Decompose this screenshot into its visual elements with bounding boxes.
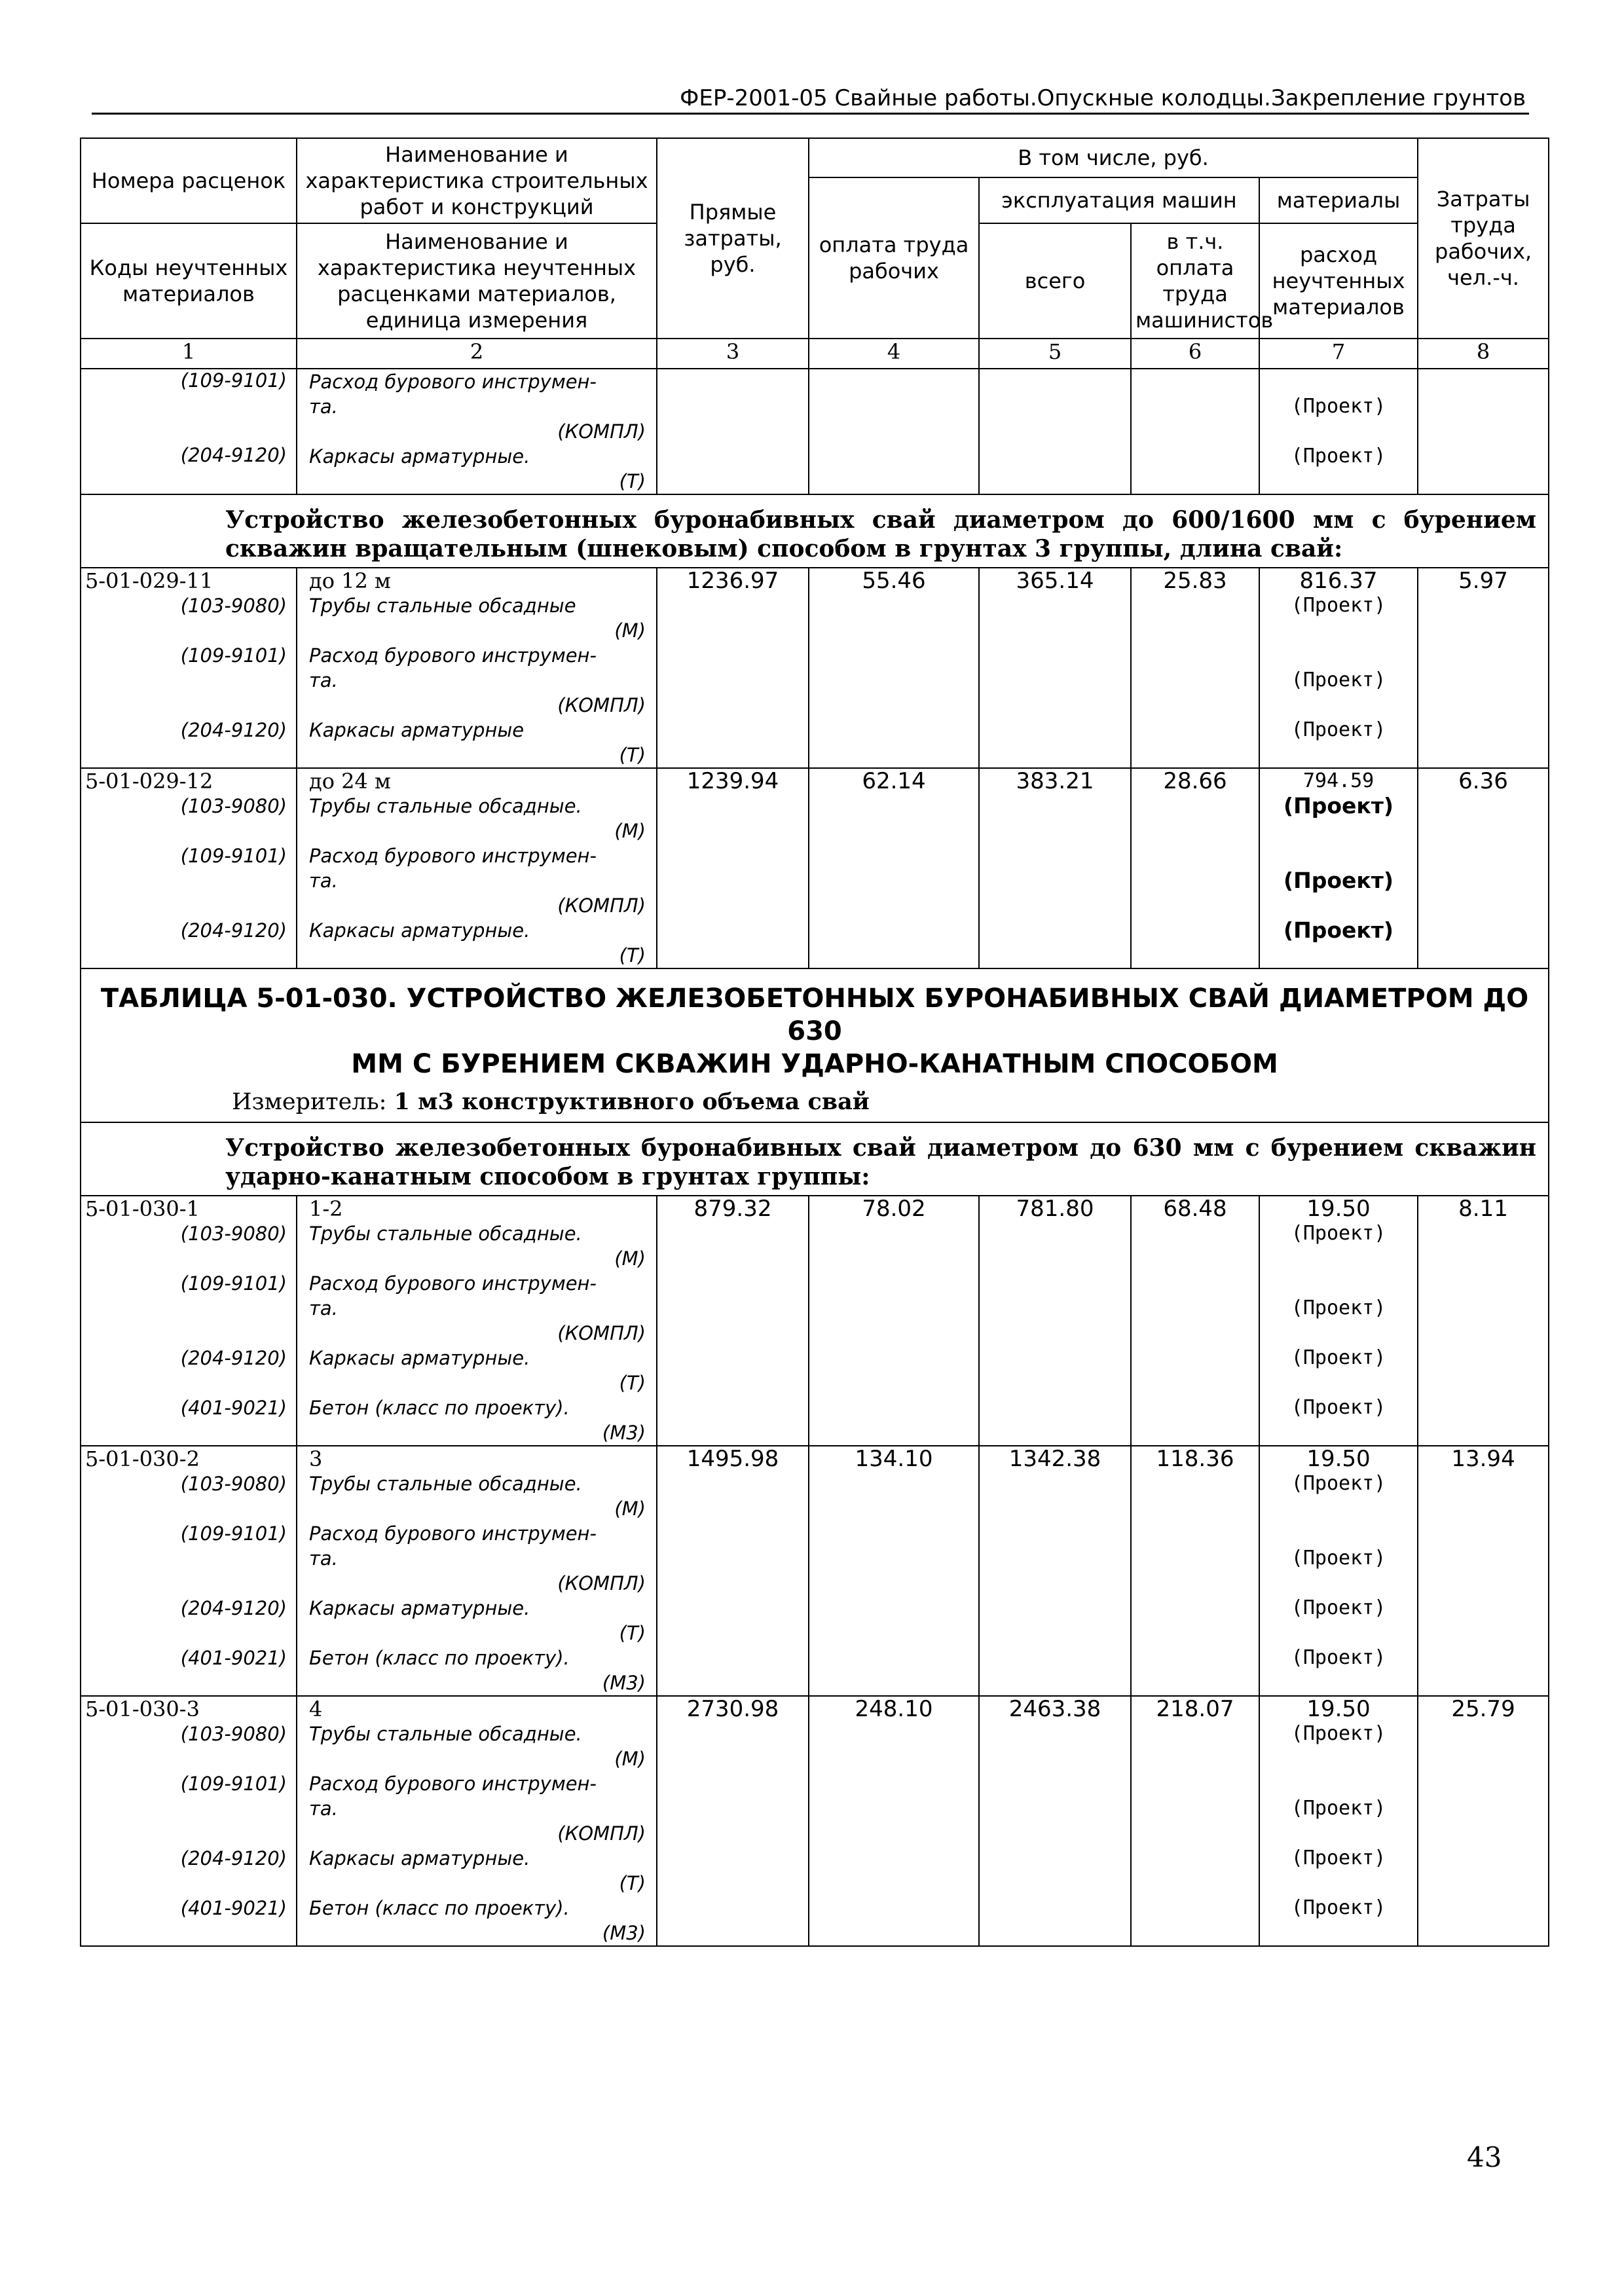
material-code: (109-9101) — [180, 1272, 287, 1295]
material-code: (401-9021) — [180, 1897, 287, 1919]
material-unit: (КОМПЛ) — [557, 1572, 646, 1594]
rate-code: 5-01-030-3 — [85, 1697, 200, 1721]
material-name: Каркасы арматурные. — [309, 1347, 530, 1369]
material-code: (109-9101) — [180, 1773, 287, 1795]
labor-hours-value: 13.94 — [1418, 1446, 1549, 1696]
column-number: 6 — [1131, 339, 1259, 369]
rate-names-cell — [297, 1696, 657, 1946]
column-number: 3 — [657, 339, 809, 369]
material-unit: (Т) — [619, 744, 646, 766]
material-unit: (Т) — [619, 1622, 646, 1644]
material-code: (204-9120) — [180, 1847, 287, 1869]
col-machines-total-header: всего — [979, 223, 1131, 339]
machinist-pay-value: 28.66 — [1131, 768, 1259, 968]
material-values-cell — [1259, 1196, 1418, 1446]
rate-name: 4 — [309, 1697, 323, 1721]
col-machines-header: эксплуатация машин — [979, 177, 1259, 223]
labor-hours-value: 6.36 — [1418, 768, 1549, 968]
material-code: (204-9120) — [180, 719, 287, 741]
material-unit: (М) — [614, 1498, 646, 1520]
page-number: 43 — [1467, 2141, 1502, 2173]
column-number: 1 — [81, 339, 297, 369]
material-name: та. — [309, 870, 338, 892]
material-code: (204-9120) — [180, 919, 287, 942]
material-name: та. — [309, 669, 338, 691]
material-code: (109-9101) — [180, 369, 287, 392]
machines-total-value: 2463.38 — [979, 1696, 1131, 1946]
material-name: Трубы стальные обсадные. — [309, 1473, 582, 1495]
material-unit: (М) — [614, 1748, 646, 1770]
col-worker-pay-header: оплата труда рабочих — [809, 177, 979, 339]
material-value: (Проект) — [1283, 868, 1393, 893]
table-row — [81, 1696, 1549, 1946]
materials-value: 19.50 — [1306, 1446, 1371, 1471]
column-number: 2 — [297, 339, 657, 369]
material-value: (Проект) — [1291, 669, 1386, 691]
material-code: (103-9080) — [180, 1473, 287, 1495]
rate-codes-cell — [81, 768, 297, 968]
material-name: Трубы стальные обсадные. — [309, 1223, 582, 1245]
machinist-pay-value: 118.36 — [1131, 1446, 1259, 1696]
material-name: Трубы стальные обсадные. — [309, 1723, 582, 1745]
measure-label: Измеритель: — [232, 1089, 387, 1115]
materials-value: 816.37 — [1299, 568, 1378, 593]
table-title-line: ММ С БУРЕНИЕМ СКВАЖИН УДАРНО-КАНАТНЫМ СПОСОБОМ — [351, 1049, 1278, 1079]
material-name: Расход бурового инструмен- — [309, 371, 597, 393]
direct-costs-value: 1236.97 — [657, 568, 809, 768]
direct-costs-value: 2730.98 — [657, 1696, 809, 1946]
material-values-cell — [1259, 768, 1418, 968]
worker-pay-value: 248.10 — [809, 1696, 979, 1946]
material-unit: (М3) — [602, 1422, 646, 1444]
material-unit: (М) — [614, 619, 646, 642]
material-value: (Проект) — [1291, 445, 1386, 468]
material-value: (Проект) — [1291, 1472, 1386, 1495]
material-value: (Проект) — [1291, 1297, 1386, 1319]
material-name: Расход бурового инструмен- — [309, 644, 597, 667]
header-rule — [92, 113, 1529, 115]
worker-pay-value: 78.02 — [809, 1196, 979, 1446]
measure-unit — [81, 1084, 1549, 1122]
material-value: (Проект) — [1291, 1646, 1386, 1669]
material-value: (Проект) — [1291, 718, 1386, 741]
material-value: (Проект) — [1291, 1596, 1386, 1619]
column-numbers-row — [81, 339, 1549, 369]
material-value: (Проект) — [1291, 1396, 1386, 1419]
material-value: (Проект) — [1291, 1896, 1386, 1919]
worker-pay-value: 55.46 — [809, 568, 979, 768]
labor-hours-value: 8.11 — [1418, 1196, 1549, 1446]
material-name: Трубы стальные обсадные — [309, 595, 576, 617]
material-code: (204-9120) — [180, 1597, 287, 1619]
rate-codes-cell — [81, 1196, 297, 1446]
material-unit: (М) — [614, 820, 646, 842]
table-title — [81, 968, 1549, 1084]
rate-name: до 24 м — [309, 769, 391, 794]
column-number: 8 — [1418, 339, 1549, 369]
material-name: Трубы стальные обсадные. — [309, 795, 582, 817]
material-unit: (Т) — [619, 1872, 646, 1894]
material-names-cell — [297, 369, 657, 494]
material-values-cell — [1259, 1696, 1418, 1946]
col-labor-hours-header: Затраты труда рабочих, чел.-ч. — [1418, 138, 1549, 339]
material-unit: (КОМПЛ) — [557, 1322, 646, 1344]
rate-codes-cell — [81, 1446, 297, 1696]
material-name: Каркасы арматурные. — [309, 1847, 530, 1869]
material-unit: (КОМПЛ) — [557, 420, 646, 443]
material-value: (Проект) — [1291, 1547, 1386, 1570]
material-code: (401-9021) — [180, 1397, 287, 1419]
material-name: Расход бурового инструмен- — [309, 845, 597, 867]
material-code: (109-9101) — [180, 644, 287, 667]
machines-total-value: 383.21 — [979, 768, 1131, 968]
material-unit: (М3) — [602, 1922, 646, 1944]
col-rate-number-header: Номера расценок — [81, 138, 297, 223]
material-value: (Проект) — [1291, 1797, 1386, 1820]
material-code: (401-9021) — [180, 1647, 287, 1669]
col-machinist-pay-header: в т.ч. оплата труда машинистов — [1131, 223, 1259, 339]
material-name: Бетон (класс по проекту). — [309, 1897, 570, 1919]
material-name: Каркасы арматурные — [309, 719, 525, 741]
material-values-cell — [1259, 1446, 1418, 1696]
material-code: (204-9120) — [180, 1347, 287, 1369]
column-number: 4 — [809, 339, 979, 369]
material-name: Расход бурового инструмен- — [309, 1522, 597, 1545]
material-value: (Проект) — [1291, 594, 1386, 617]
material-name: та. — [309, 1297, 338, 1319]
material-name: та. — [309, 1547, 338, 1570]
col-materials-header: материалы — [1259, 177, 1418, 223]
rate-codes-cell — [81, 568, 297, 768]
table-row — [81, 369, 1549, 494]
material-values-cell — [1259, 369, 1418, 494]
labor-hours-value: 5.97 — [1418, 568, 1549, 768]
material-value: (Проект) — [1283, 918, 1393, 943]
material-values-cell — [1259, 568, 1418, 768]
material-code: (103-9080) — [180, 1223, 287, 1245]
rate-code: 5-01-030-1 — [85, 1196, 200, 1221]
material-name: та. — [309, 1797, 338, 1820]
worker-pay-value: 134.10 — [809, 1446, 979, 1696]
rate-names-cell — [297, 768, 657, 968]
table-row — [81, 1196, 1549, 1446]
rate-code: 5-01-029-11 — [85, 568, 213, 593]
table-row — [81, 568, 1549, 768]
rate-name: до 12 м — [309, 568, 391, 593]
direct-costs-value: 1239.94 — [657, 768, 809, 968]
material-name: Бетон (класс по проекту). — [309, 1647, 570, 1669]
rate-codes-cell — [81, 1696, 297, 1946]
rate-names-cell — [297, 568, 657, 768]
material-code: (103-9080) — [180, 1723, 287, 1745]
rate-name: 1-2 — [309, 1196, 343, 1221]
col-including-header: В том числе, руб. — [809, 138, 1418, 177]
page-header: ФЕР-2001-05 Свайные работы.Опускные колодцы.Закрепление грунтов — [680, 85, 1526, 111]
labor-hours-value: 25.79 — [1418, 1696, 1549, 1946]
table-row — [81, 768, 1549, 968]
material-code: (204-9120) — [180, 444, 287, 466]
material-unit: (Т) — [619, 944, 646, 966]
machines-total-value: 365.14 — [979, 568, 1131, 768]
materials-value: 19.50 — [1306, 1196, 1371, 1221]
material-code: (109-9101) — [180, 1522, 287, 1545]
material-unit: (КОМПЛ) — [557, 1822, 646, 1845]
material-code: (103-9080) — [180, 795, 287, 817]
material-name: та. — [309, 396, 338, 418]
machines-total-value: 1342.38 — [979, 1446, 1131, 1696]
col-direct-costs-header: Прямые затраты, руб. — [657, 138, 809, 339]
material-value: (Проект) — [1291, 395, 1386, 418]
material-value: (Проект) — [1291, 1222, 1386, 1245]
col-work-name-header: Наименование и характеристика строительных работ и конструкций — [297, 138, 657, 223]
material-unit: (КОМПЛ) — [557, 694, 646, 716]
material-value: (Проект) — [1283, 794, 1393, 819]
section-heading: Устройство железобетонных буронабивных свай диаметром до 630 мм с бурением скважин ударно-канатным способом в грунтах группы: — [81, 1122, 1549, 1196]
material-code: (109-9101) — [180, 845, 287, 867]
material-unit: (М3) — [602, 1672, 646, 1694]
material-code: (103-9080) — [180, 595, 287, 617]
rate-code: 5-01-030-2 — [85, 1446, 200, 1471]
worker-pay-value: 62.14 — [809, 768, 979, 968]
machinist-pay-value: 218.07 — [1131, 1696, 1259, 1946]
col-material-names-header: Наименование и характеристика неучтенных расценками материалов, единица измерения — [297, 223, 657, 339]
machinist-pay-value: 68.48 — [1131, 1196, 1259, 1446]
material-name: Расход бурового инструмен- — [309, 1773, 597, 1795]
machinist-pay-value: 25.83 — [1131, 568, 1259, 768]
machines-total-value: 781.80 — [979, 1196, 1131, 1446]
material-unit: (КОМПЛ) — [557, 894, 646, 917]
column-number: 7 — [1259, 339, 1418, 369]
col-unaccounted-materials-header: расход неучтенных материалов — [1259, 223, 1418, 339]
material-name: Каркасы арматурные. — [309, 919, 530, 942]
rate-name: 3 — [309, 1446, 323, 1471]
material-value: (Проект) — [1291, 1847, 1386, 1869]
material-unit: (Т) — [619, 470, 646, 492]
rates-table — [80, 138, 1549, 1947]
material-name: Бетон (класс по проекту). — [309, 1397, 570, 1419]
direct-costs-value: 879.32 — [657, 1196, 809, 1446]
materials-value: 794.59 — [1302, 769, 1375, 792]
rate-names-cell — [297, 1196, 657, 1446]
table-title-line: ТАБЛИЦА 5-01-030. УСТРОЙСТВО ЖЕЛЕЗОБЕТОННЫХ БУРОНАБИВНЫХ СВАЙ ДИАМЕТРОМ ДО 630 — [100, 984, 1529, 1046]
materials-value: 19.50 — [1306, 1697, 1371, 1721]
measure-value: 1 м3 конструктивного объема свай — [394, 1088, 870, 1115]
material-value: (Проект) — [1291, 1346, 1386, 1369]
column-number: 5 — [979, 339, 1131, 369]
section-heading: Устройство железобетонных буронабивных свай диаметром до 600/1600 мм с бурением скважин вращательным (шнековым) способом в грунтах 3 группы, длина свай: — [81, 494, 1549, 568]
material-name: Расход бурового инструмен- — [309, 1272, 597, 1295]
material-value: (Проект) — [1291, 1722, 1386, 1745]
rate-names-cell — [297, 1446, 657, 1696]
direct-costs-value: 1495.98 — [657, 1446, 809, 1696]
material-name: Каркасы арматурные. — [309, 1597, 530, 1619]
col-material-codes-header: Коды неучтенных материалов — [81, 223, 297, 339]
material-unit: (М) — [614, 1247, 646, 1270]
material-name: Каркасы арматурные. — [309, 445, 530, 468]
rate-code: 5-01-029-12 — [85, 769, 213, 794]
material-unit: (Т) — [619, 1372, 646, 1394]
material-codes-cell — [81, 369, 297, 494]
table-row — [81, 1446, 1549, 1696]
